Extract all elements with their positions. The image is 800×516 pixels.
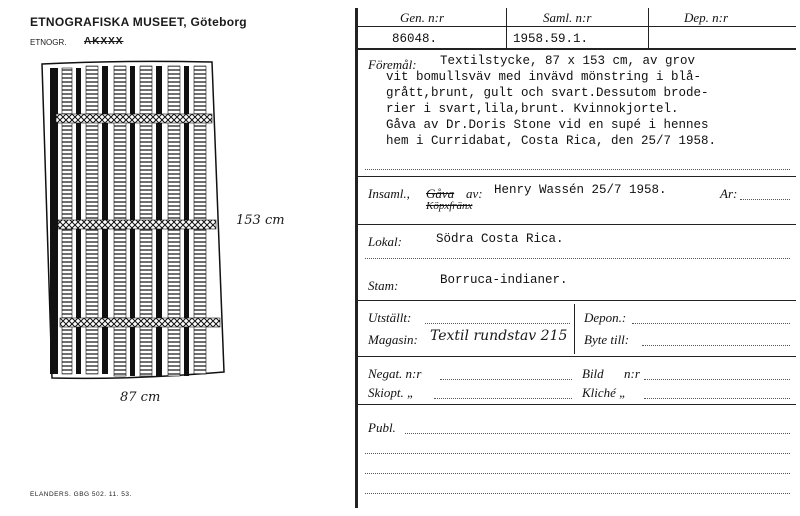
- skiopt-label: Skiopt. „: [368, 385, 415, 400]
- insaml-value: Henry Wassén 25/7 1958.: [494, 183, 667, 197]
- foremal-line-1: Textilstycke, 87 x 153 cm, av grov: [440, 54, 696, 68]
- etnogr-struck-text: AKXXX: [84, 36, 124, 47]
- etnogr-label: ETNOGR.: [30, 38, 67, 47]
- magasin-label: Magasin:: [368, 332, 418, 347]
- dep-nr-header: Dep. n:r: [684, 10, 729, 25]
- publ-label: Publ.: [368, 420, 396, 435]
- textile-drawing: [0, 0, 240, 400]
- lokal-label: Lokal:: [368, 234, 402, 249]
- foremal-line-2: vit bomullsväv med invävd mönstring i blå-: [386, 70, 702, 84]
- museum-title: ETNOGRAFISKA MUSEET, Göteborg: [30, 15, 247, 29]
- depon-label: Depon.:: [584, 310, 627, 325]
- saml-nr-header: Saml. n:r: [543, 10, 592, 25]
- bild-nr-label: n:r: [624, 366, 640, 381]
- foremal-line-6: hem i Curridabat, Costa Rica, den 25/7 1958.: [386, 134, 717, 148]
- ar-label: Ar:: [720, 186, 738, 201]
- lokal-value: Södra Costa Rica.: [436, 232, 564, 246]
- gen-nr-header: Gen. n:r: [400, 10, 445, 25]
- card-divider: [355, 8, 358, 508]
- stam-value: Borruca-indianer.: [440, 273, 568, 287]
- magasin-value: Textil rundstav 215: [430, 328, 568, 344]
- gen-nr-value: 86048.: [392, 32, 438, 46]
- stam-label: Stam:: [368, 278, 399, 293]
- foremal-line-4: rier i svart,lila,brunt. Kvinnokjortel.: [386, 102, 679, 116]
- foremal-label: Föremål:: [368, 57, 417, 72]
- utstallt-label: Utställt:: [368, 310, 412, 325]
- insaml-struck-kop: Köpxfränx: [426, 200, 473, 212]
- foremal-line-5: Gåva av Dr.Doris Stone vid en supé i hennes: [386, 118, 709, 132]
- bild-label: Bild: [582, 366, 604, 381]
- printer-note: ELANDERS. GBG 502. 11. 53.: [30, 491, 132, 498]
- insaml-struck-gava: Gåva: [426, 186, 455, 201]
- byte-label: Byte till:: [584, 332, 630, 347]
- insaml-av-label: av:: [466, 186, 483, 201]
- dimension-height: 153 cm: [236, 213, 285, 228]
- negat-label: Negat. n:r: [368, 366, 422, 381]
- insaml-label: Insaml.,: [368, 186, 410, 201]
- saml-nr-value: 1958.59.1.: [513, 32, 589, 46]
- kliche-label: Kliché „: [582, 385, 627, 400]
- foremal-line-3: grått,brunt, gult och svart.Dessutom brode-: [386, 86, 709, 100]
- dimension-width: 87 cm: [120, 390, 161, 405]
